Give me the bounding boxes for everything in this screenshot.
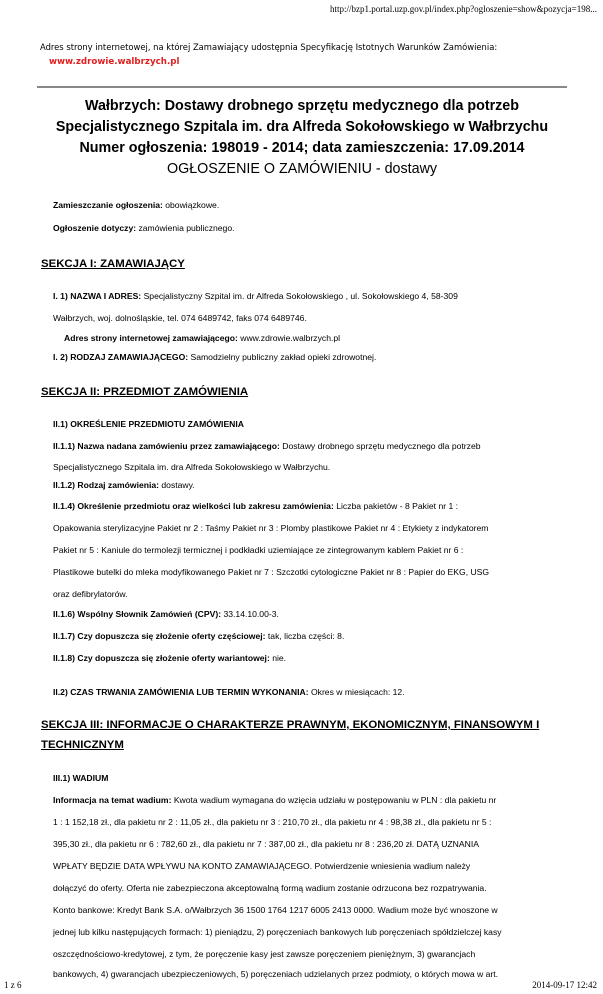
value: dostawy.: [161, 480, 195, 490]
section-1-heading: SEKCJA I: ZAMAWIAJĄCY: [41, 258, 185, 270]
s3-l5: dołączyć do oferty. Oferta nie zabezpieczona akceptowalną formą wadium zostanie odrzucona bez rozpatrywania.: [53, 883, 487, 893]
s2-ii12: [53, 480, 195, 490]
s3-l2: 1 : 1 152,18 zł., dla pakietu nr 2 : 11,05 zł., dla pakietu nr 3 : 210,70 zł., dla pakietu nr 4 : 98,38 zł., dla pakietu nr 5 :: [53, 817, 492, 827]
value: 33.14.10.00-3.: [223, 609, 279, 619]
label: II.1) OKREŚLENIE PRZEDMIOTU ZAMÓWIENIA: [53, 419, 244, 429]
label: Informacja na temat wadium:: [53, 795, 172, 805]
label: I. 2) RODZAJ ZAMAWIAJĄCEGO:: [53, 352, 189, 362]
s3-l4: WPŁATY BĘDZIE DATA WPŁYWU NA KONTO ZAMAWIAJĄCEGO. Potwierdzenie wniesienia wadium należy: [53, 861, 471, 871]
s2-ii16: [53, 609, 279, 619]
value: Liczba pakietów - 8 Pakiet nr 1 :: [336, 501, 459, 511]
s3-l7: jednej lub kilku następujących formach: 1) pieniądzu, 2) poręczeniach bankowych lub poręczeniach spółdzielczej kasy: [53, 927, 502, 937]
title-line-1: Wałbrzych: Dostawy drobnego sprzętu medycznego dla potrzeb: [85, 98, 519, 114]
title-line-2: Specjalistycznego Szpitala im. dra Alfreda Sokołowskiego w Wałbrzychu: [55, 119, 549, 135]
page-number: 1 z 6: [4, 980, 22, 990]
s3-l6: Konto bankowe: Kredyt Bank S.A. o/Wałbrzych 36 1500 1764 1217 6005 2413 0000. Wadium może być wnoszone w: [53, 905, 498, 915]
s1-type: [53, 352, 376, 362]
value: Kwota wadium wymagana do wzięcia udziału w postępowaniu w PLN : dla pakietu nr: [173, 795, 497, 805]
s2-ii11-cont: Specjalistycznego Szpitala im. dra Alfreda Sokołowskiego w Wałbrzychu.: [53, 462, 331, 472]
s1-name-address-cont: Wałbrzych, woj. dolnośląskie, tel. 074 6489742, faks 074 6489746.: [53, 313, 307, 323]
label: II.1.7) Czy dopuszcza się złożenie oferty częściowej:: [53, 631, 266, 641]
label: II.2) CZAS TRWANIA ZAMÓWIENIA LUB TERMIN WYKONANIA:: [53, 687, 309, 697]
label: II.1.8) Czy dopuszcza się złożenie oferty wariantowej:: [53, 653, 270, 663]
label: II.1.1) Nazwa nadana zamówieniu przez zamawiającego:: [53, 441, 280, 451]
value: zamówienia publicznego.: [138, 223, 235, 233]
divider: [37, 86, 567, 88]
meta-zamieszczanie: [53, 200, 219, 210]
value: Specjalistyczny Szpital im. dr Alfreda Sokołowskiego , ul. Sokołowskiego 4, 58-309: [143, 291, 458, 301]
print-header-url: http://bzp1.portal.uzp.gov.pl/index.php?ogloszenie=show&pozycja=198...: [329, 4, 597, 14]
value: Samodzielny publiczny zakład opieki zdrowotnej.: [190, 352, 377, 362]
label: Zamieszczanie ogłoszenia:: [53, 200, 163, 210]
label: I. 1) NAZWA I ADRES:: [53, 291, 142, 301]
label: II.1.6) Wspólny Słownik Zamówień (CPV):: [53, 609, 222, 619]
meta-dotyczy: [53, 223, 235, 233]
s3-wadium: [53, 795, 496, 805]
s2-ii1: [53, 419, 244, 429]
s2-ii14-l3: Pakiet nr 5 : Kaniule do termolezji termicznej i podkładki uziemiające ze zintegrowanym kablem Pakiet nr 6 :: [53, 545, 464, 555]
label: Ogłoszenie dotyczy:: [53, 223, 137, 233]
s1-name-address: [53, 291, 458, 301]
s2-ii11: [53, 441, 481, 451]
s2-ii14: [53, 501, 458, 511]
label: Adres strony internetowej zamawiającego:: [64, 333, 238, 343]
s2-ii2: [53, 687, 405, 697]
s2-ii18: [53, 653, 286, 663]
value: Okres w miesiącach: 12.: [310, 687, 405, 697]
title-line-3: Numer ogłoszenia: 198019 - 2014; data zamieszczenia: 17.09.2014: [79, 140, 525, 156]
s2-ii14-l4: Plastikowe butelki do mleka modyfikowanego Pakiet nr 7 : Szczotki cytologiczne Pakiet nr 8 : Papier do EKG, USG: [53, 567, 490, 577]
document-title: [37, 96, 567, 180]
value: obowiązkowe.: [165, 200, 220, 210]
s3-l3: 395,30 zł., dla pakietu nr 6 : 782,60 zł., dla pakietu nr 7 : 387,00 zł., dla pakietu nr 8 : 236,20 zł. DATĄ UZNANIA: [53, 839, 479, 849]
title-line-4: OGŁOSZENIE O ZAMÓWIENIU - dostawy: [166, 161, 438, 177]
value: tak, liczba części: 8.: [267, 631, 345, 641]
print-datetime: 2014-09-17 12:42: [532, 980, 597, 990]
section-3-heading-l1: SEKCJA III: INFORMACJE O CHARAKTERZE PRAWNYM, EKONOMICZNYM, FINANSOWYM I: [41, 719, 540, 731]
label: II.1.2) Rodzaj zamówienia:: [53, 480, 160, 490]
section-2-heading: SEKCJA II: PRZEDMIOT ZAMÓWIENIA: [41, 386, 249, 398]
label: II.1.4) Określenie przedmiotu oraz wielkości lub zakresu zamówienia:: [53, 501, 334, 511]
section-3-heading-l2: TECHNICZNYM: [41, 739, 124, 751]
value: nie.: [272, 653, 287, 663]
intro-text: Adres strony internetowej, na której Zamawiający udostępnia Specyfikację Istotnych Warunków Zamówienia:: [40, 42, 498, 52]
s2-ii14-l2: Opakowania sterylizacyjne Pakiet nr 2 : Taśmy Pakiet nr 3 : Plomby plastikowe Pakiet nr 4 : Etykiety z indykatorem: [53, 523, 489, 533]
s2-ii14-l5: oraz defibrylatorów.: [53, 589, 128, 599]
siwz-link[interactable]: www.zdrowie.walbrzych.pl: [49, 57, 180, 67]
s3-iii1: [53, 773, 108, 783]
value: www.zdrowie.walbrzych.pl: [240, 333, 341, 343]
s1-website: [64, 333, 340, 343]
s3-l8: oszczędnościowo-kredytowej, z tym, że poręczenie kasy jest zawsze poręczeniem pieniężnym, 3) gwarancjach: [53, 949, 476, 959]
value: Dostawy drobnego sprzętu medycznego dla potrzeb: [282, 441, 481, 451]
s2-ii17: [53, 631, 344, 641]
s3-l9: bankowych, 4) gwarancjach ubezpieczeniowych, 5) poręczeniach udzielanych przez podmioty, o których mowa w art.: [53, 969, 499, 979]
label: III.1) WADIUM: [53, 773, 109, 783]
